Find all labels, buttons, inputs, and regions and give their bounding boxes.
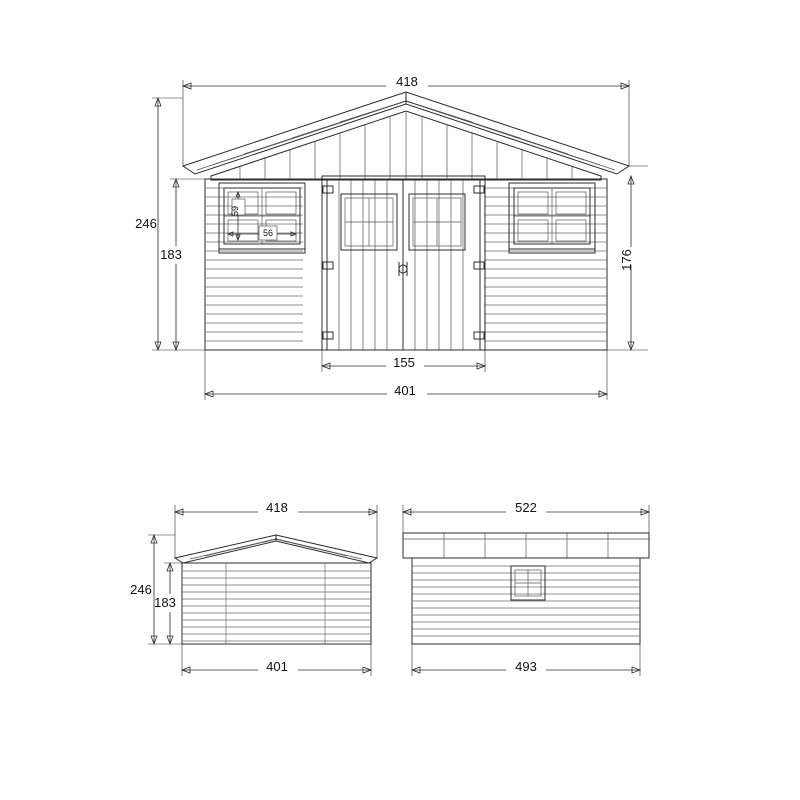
- dim-front-top: 418: [396, 74, 418, 89]
- dim-front-height-total: 246: [135, 216, 157, 231]
- dim-front-height-wall: 183: [160, 247, 182, 262]
- dim-front-base-width: 401: [394, 383, 416, 398]
- dim-side-top: 522: [515, 500, 537, 515]
- side-elevation-group: [403, 500, 649, 676]
- dim-front-eave-height: 176: [619, 249, 634, 271]
- dim-window-height: 59: [230, 205, 240, 217]
- dim-side-base-length: 493: [515, 659, 537, 674]
- rear-elevation-group: [130, 500, 377, 676]
- front-elevation-group: [135, 74, 648, 400]
- dim-front-door-width: 155: [393, 355, 415, 370]
- dim-rear-height-wall: 183: [154, 595, 176, 610]
- dim-rear-top: 418: [266, 500, 288, 515]
- dim-window-width: 56: [262, 228, 274, 238]
- dim-rear-base-width: 401: [266, 659, 288, 674]
- dim-rear-height-total: 246: [130, 582, 152, 597]
